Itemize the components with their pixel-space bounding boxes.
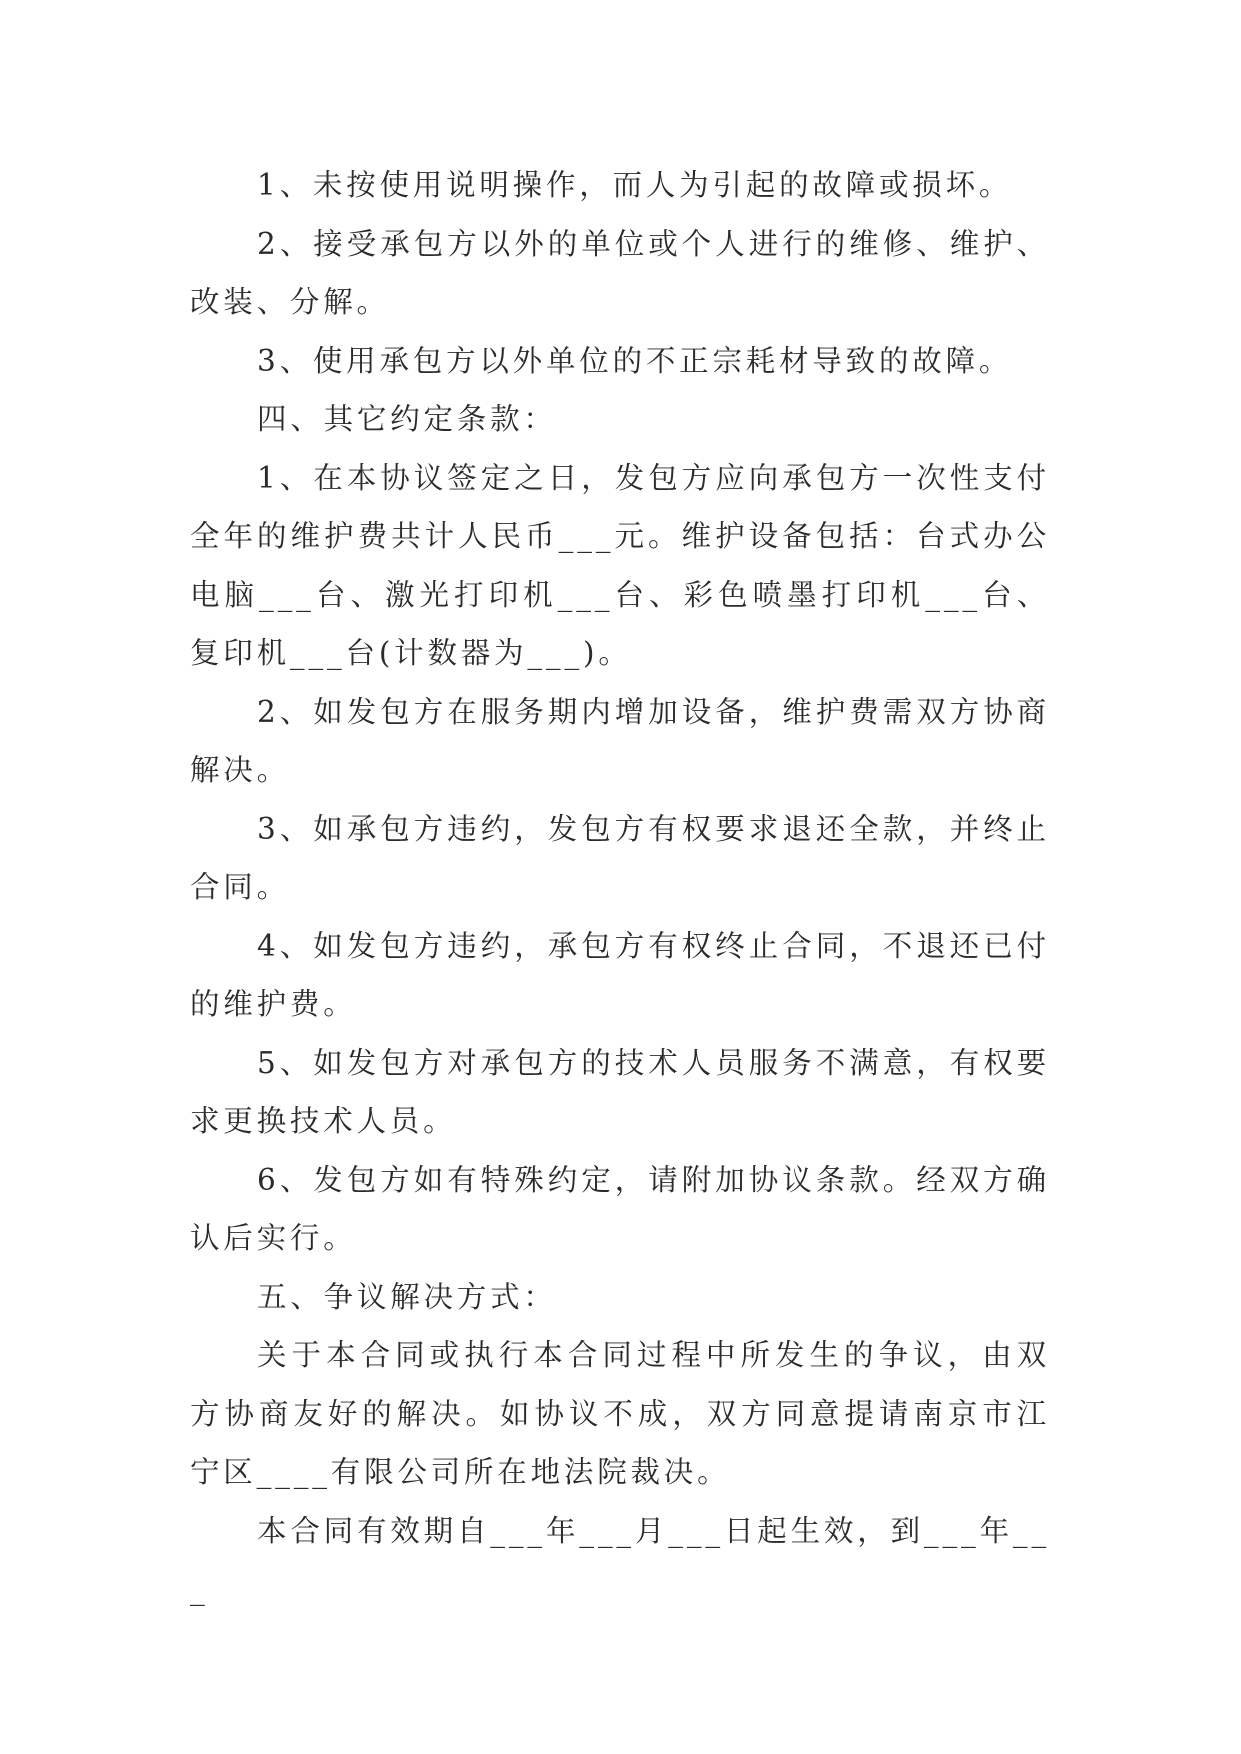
section-heading-other-terms: 四、其它约定条款： — [257, 402, 557, 436]
clause-exclusion-2: 2、接受承包方以外的单位或个人进行的维修、维护、改装、分解。 — [190, 226, 1050, 319]
clause-other-4: 4、如发包方违约，承包方有权终止合同，不退还已付的维护费。 — [190, 928, 1050, 1021]
clause-validity-period: 本合同有效期自___年___月___日起生效，到___年___ — [190, 1513, 1050, 1606]
document-body — [190, 156, 1050, 1619]
clause-exclusion-3: 3、使用承包方以外单位的不正宗耗材导致的故障。 — [257, 343, 1013, 378]
section-heading-dispute: 五、争议解决方式： — [257, 1279, 557, 1314]
clause-other-2: 2、如发包方在服务期内增加设备，维护费需双方协商解决。 — [190, 694, 1050, 787]
clause-dispute: 关于本合同或执行本合同过程中所发生的争议，由双方协商友好的解决。如协议不成，双方同意提请南京市江宁区____有限公司所在地法院裁决。 — [190, 1338, 1050, 1489]
clause-other-5: 5、如发包方对承包方的技术人员服务不满意，有权要求更换技术人员。 — [190, 1045, 1050, 1138]
clause-exclusion-1: 1、未按使用说明操作，而人为引起的故障或损坏。 — [257, 168, 1013, 202]
clause-other-1: 1、在本协议签定之日，发包方应向承包方一次性支付全年的维护费共计人民币___元。维护设备包括：台式办公电脑___台、激光打印机___台、彩色喷墨打印机___台、复印机___台(计数器为___)。 — [190, 460, 1050, 670]
clause-other-6: 6、发包方如有特殊约定，请附加协议条款。经双方确认后实行。 — [190, 1162, 1050, 1255]
clause-other-3: 3、如承包方违约，发包方有权要求退还全款，并终止合同。 — [190, 811, 1050, 904]
